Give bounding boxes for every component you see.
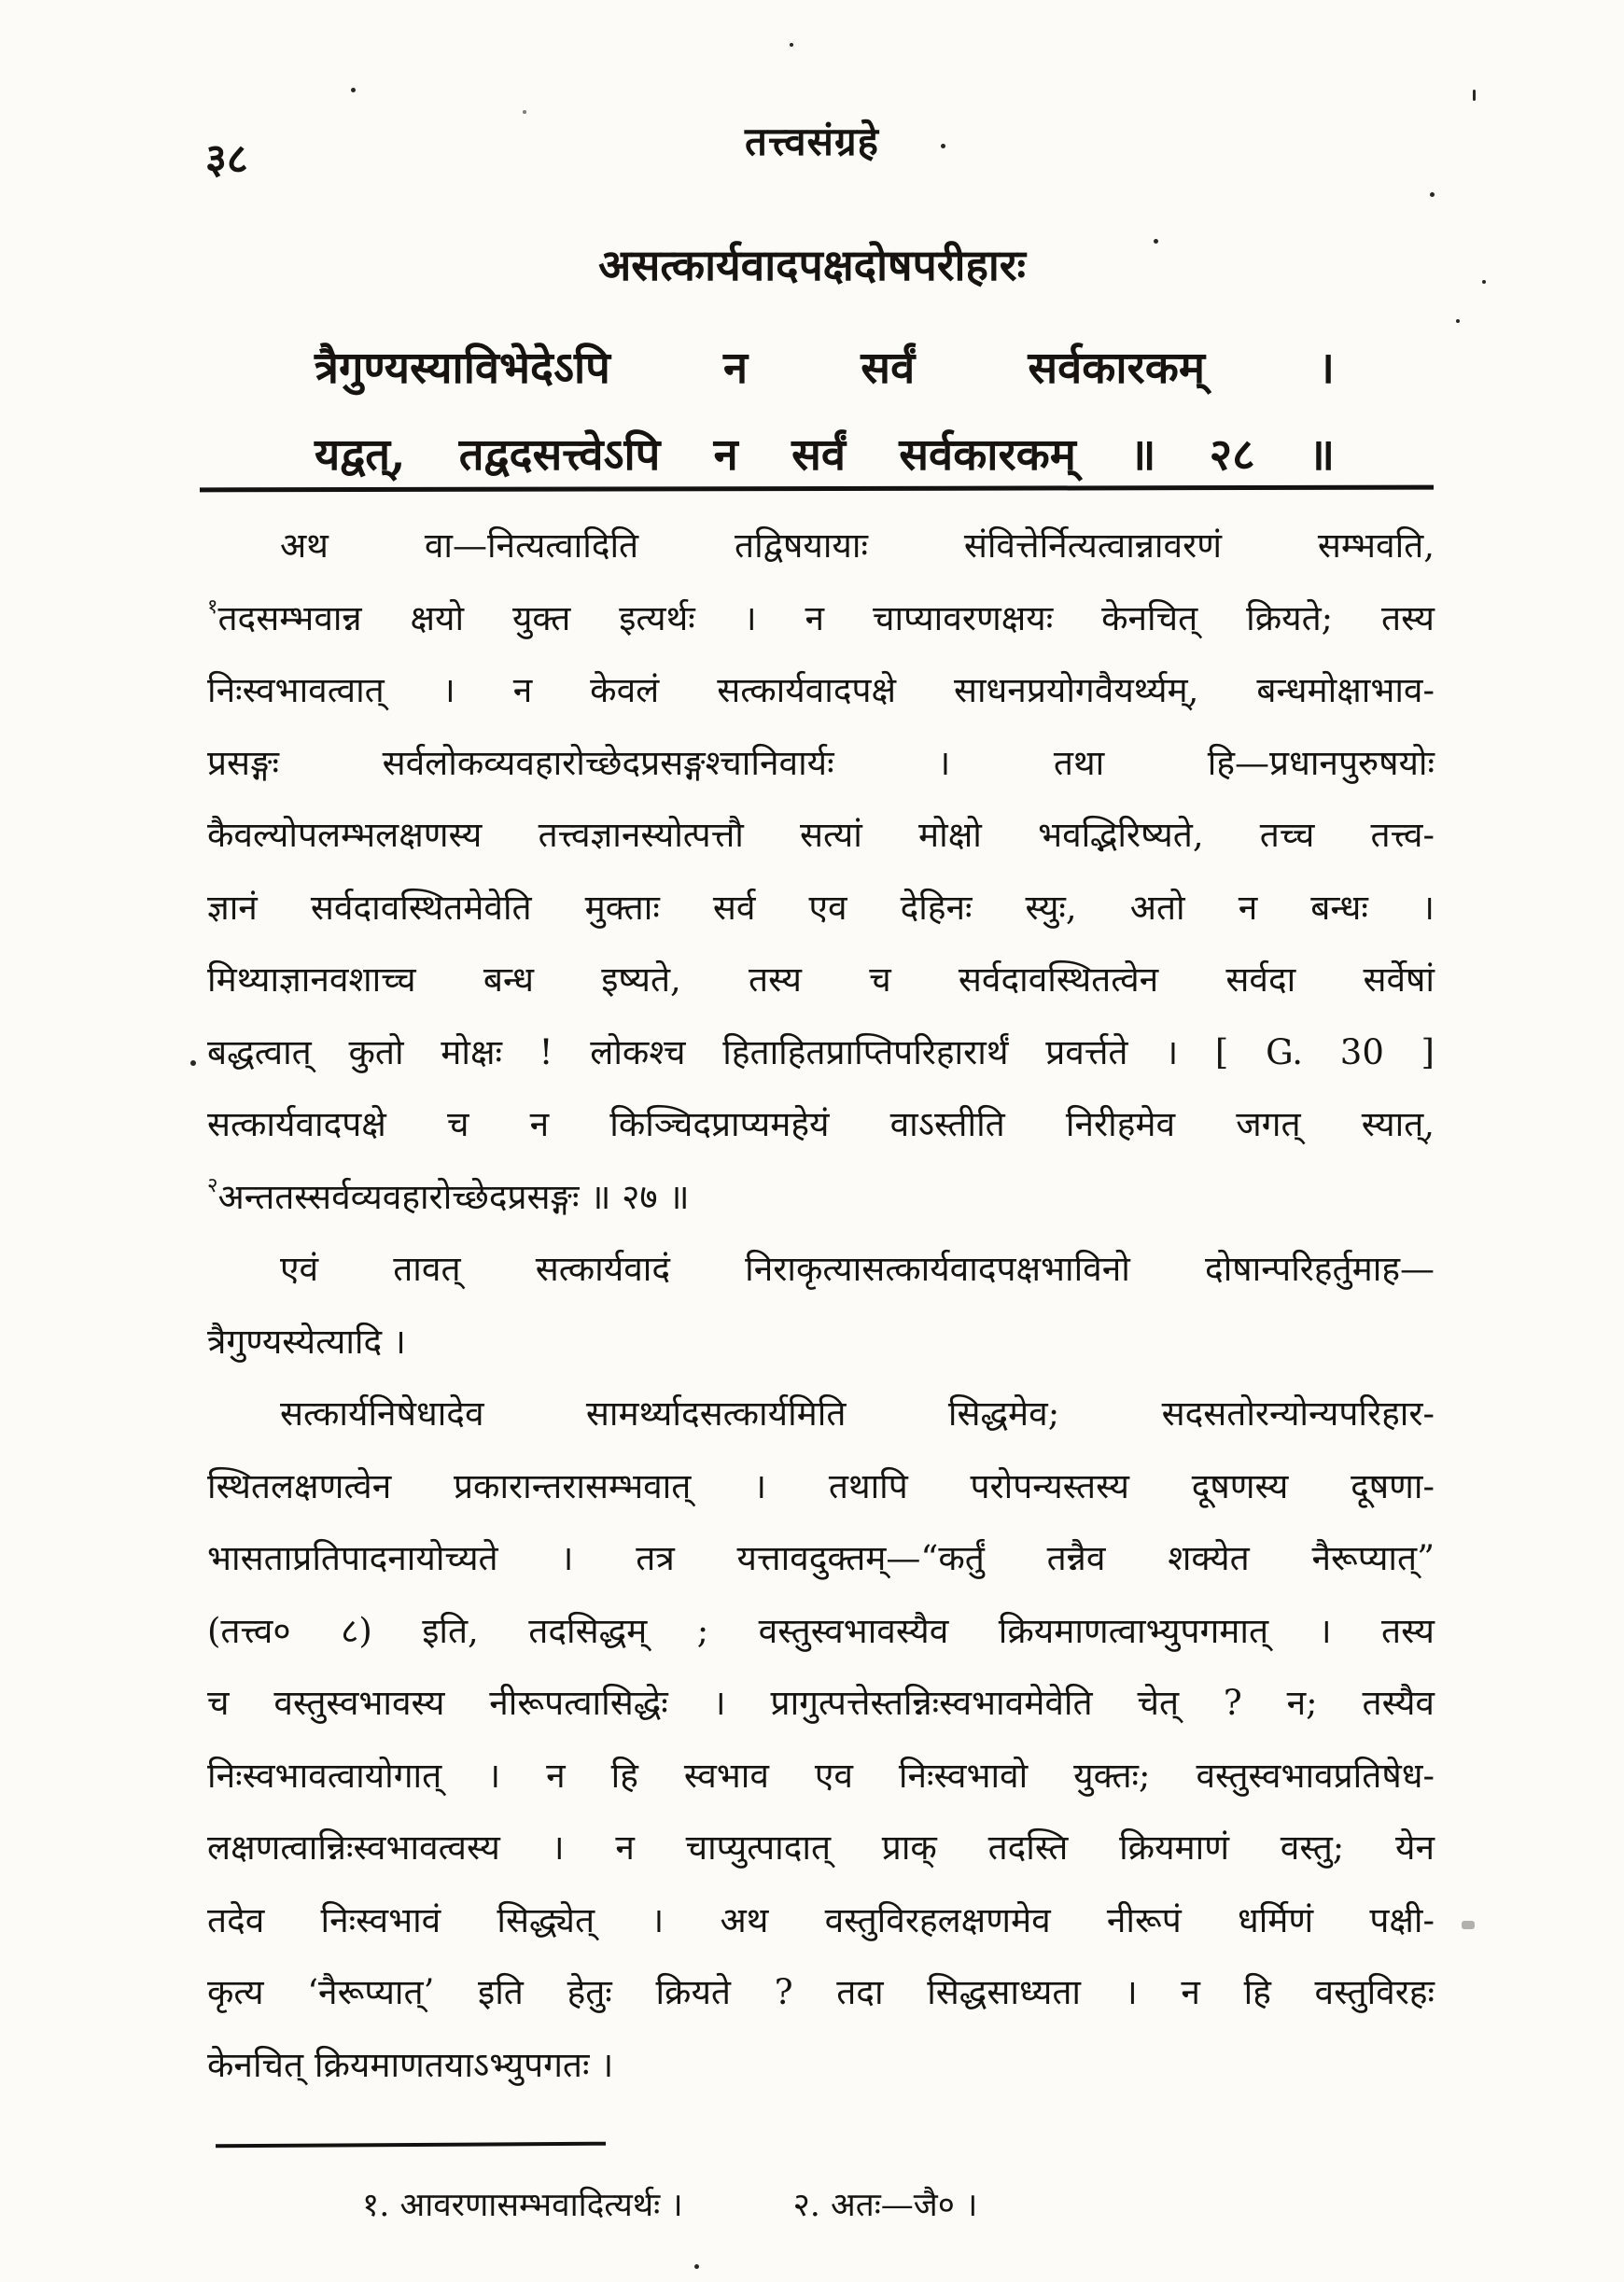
footnote: २. अतः—जै० । bbox=[792, 2187, 978, 2224]
text-line-content: निःस्वभावत्वात् । न केवलं सत्कार्यवादपक्षे साधनप्रयोगवैयर्थ्यम्, बन्धमोक्षाभाव- bbox=[207, 670, 1435, 710]
text-line bbox=[207, 1667, 1435, 1740]
text-line-content: तदेव निःस्वभावं सिद्ध्येत् । अथ वस्तुविरहलक्षणमेव नीरूपं धर्मिणं पक्षी- bbox=[207, 1899, 1435, 1940]
page-number: ३८ bbox=[205, 135, 248, 183]
scan-speck bbox=[790, 43, 793, 47]
text-line bbox=[207, 1161, 1435, 1234]
text-line-content: निःस्वभावत्वायोगात् । न हि स्वभाव एव निःस्वभावो युक्तः; वस्तुस्वभावप्रतिषेध- bbox=[207, 1755, 1435, 1796]
text-line bbox=[207, 1740, 1435, 1813]
scan-speck bbox=[1482, 280, 1486, 284]
text-line bbox=[207, 2029, 1435, 2102]
verse-28-block bbox=[315, 325, 1335, 498]
text-line bbox=[207, 582, 1435, 655]
footnotes bbox=[362, 2182, 977, 2226]
footnote: १. आवरणासम्भवादित्यर्थः । bbox=[362, 2187, 683, 2224]
verse-line: यद्वत्, तद्वदसत्त्वेऽपि न सर्वं सर्वकारकम् ॥ २८ ॥ bbox=[315, 429, 1335, 481]
text-line-content: केनचित् क्रियमाणतयाऽभ्युपगतः । bbox=[207, 2044, 614, 2085]
text-line bbox=[207, 1812, 1435, 1884]
text-line-content: (तत्त्व० ८) इति, तदसिद्धम् ; वस्तुस्वभावस्यैव क्रियमाणत्वाभ्युपगमात् । तस्य bbox=[207, 1610, 1435, 1651]
text-line bbox=[207, 1595, 1435, 1668]
text-line bbox=[207, 1088, 1435, 1161]
text-line bbox=[207, 944, 1435, 1016]
scan-speck bbox=[1473, 90, 1476, 101]
scan-speck bbox=[1430, 192, 1435, 197]
text-line bbox=[207, 1522, 1435, 1595]
footnote-ref: १ bbox=[207, 595, 218, 619]
footnote-ref: २ bbox=[207, 1173, 218, 1197]
text-line-content: बद्धत्वात् कुतो मोक्षः ! लोकश्च हिताहितप्राप्तिपरिहारार्थं प्रवर्त्तते । [ G. 30 ] bbox=[207, 1031, 1435, 1072]
scan-speck bbox=[190, 1060, 196, 1066]
text-line-content: भासताप्रतिपादनायोच्यते । तत्र यत्तावदुक्तम्—“कर्तुं तन्नैव शक्येत नैरूप्यात्” bbox=[207, 1538, 1435, 1578]
text-line bbox=[207, 510, 1435, 582]
text-line-content: एवं तावत् सत्कार्यवादं निराकृत्यासत्कार्यवादपक्षभाविनो दोषान्परिहर्तुमाह— bbox=[280, 1249, 1435, 1289]
text-line-content: कृत्य ‘नैरूप्यात्’ इति हेतुः क्रियते ? तदा सिद्धसाध्यता । न हि वस्तुविरहः bbox=[207, 1972, 1435, 2012]
text-line-content: कैवल्योपलम्भलक्षणस्य तत्त्वज्ञानस्योत्पत्तौ सत्यां मोक्षो भवद्भिरिष्यते, तच्च तत्त्व- bbox=[207, 815, 1435, 855]
scan-speck bbox=[351, 88, 356, 92]
scan-speck bbox=[1154, 239, 1158, 244]
verse-line: त्रैगुण्यस्याविभेदेऽपि न सर्वं सर्वकारकम् । bbox=[315, 343, 1335, 394]
text-line bbox=[207, 1956, 1435, 2029]
text-line-content: लक्षणत्वान्निःस्वभावत्वस्य । न चाप्युत्पादात् प्राक् तदस्ति क्रियमाणं वस्तु; येन bbox=[207, 1827, 1435, 1868]
text-line bbox=[207, 1016, 1435, 1089]
text-line-content: स्थितलक्षणत्वेन प्रकारान्तरासम्भवात् । तथापि परोपन्यस्तस्य दूषणस्य दूषणा- bbox=[207, 1465, 1435, 1506]
text-line bbox=[207, 872, 1435, 945]
text-line bbox=[207, 654, 1435, 727]
running-header: तत्त्वसंग्रहे bbox=[745, 119, 879, 164]
text-line-content: अन्ततस्सर्वव्यवहारोच्छेदप्रसङ्गः ॥ २७ ॥ bbox=[217, 1176, 690, 1217]
section-heading: असत्कार्यवादपक्षदोषपरीहारः bbox=[598, 240, 1026, 290]
footnote-divider-rule bbox=[216, 2142, 606, 2149]
text-line bbox=[207, 799, 1435, 872]
text-line-content: च वस्तुस्वभावस्य नीरूपत्वासिद्धेः । प्रागुत्पत्तेस्तन्निःस्वभावमेवेति चेत् ? न; तस्यैव bbox=[207, 1683, 1435, 1723]
commentary-text bbox=[207, 510, 1435, 2101]
scan-speck bbox=[941, 144, 945, 148]
text-line-content: तदसम्भवान्न क्षयो युक्त इत्यर्थः । न चाप्यावरणक्षयः केनचित् क्रियते; तस्य bbox=[217, 597, 1435, 638]
scan-speck bbox=[523, 110, 526, 114]
text-line-content: प्रसङ्गः सर्वलोकव्यवहारोच्छेदप्रसङ्गश्चानिवार्यः । तथा हि—प्रधानपुरुषयोः bbox=[207, 742, 1435, 783]
text-line bbox=[207, 1450, 1435, 1523]
text-line bbox=[207, 1378, 1435, 1450]
text-line-content: ज्ञानं सर्वदावस्थितमेवेति मुक्ताः सर्व एव देहिनः स्युः, अतो न बन्धः । bbox=[207, 887, 1435, 928]
text-line-content: अथ वा—नित्यत्वादिति तद्विषयायाः संवित्तेर्नित्यत्वान्नावरणं सम्भवति, bbox=[280, 525, 1435, 566]
text-line-content: सत्कार्यनिषेधादेव सामर्थ्यादसत्कार्यमिति सिद्धमेव; सदसतोरन्योन्यपरिहार- bbox=[280, 1393, 1435, 1434]
scan-speck bbox=[694, 2264, 699, 2269]
scan-speck bbox=[1456, 319, 1460, 323]
text-line bbox=[207, 727, 1435, 800]
text-line-content: सत्कार्यवादपक्षे च न किञ्चिदप्राप्यमहेयं वाऽस्तीति निरीहमेव जगत् स्यात्, bbox=[207, 1104, 1435, 1144]
text-line bbox=[207, 1884, 1435, 1957]
text-line bbox=[207, 1306, 1435, 1379]
text-line-content: त्रैगुण्यस्येत्यादि । bbox=[207, 1321, 406, 1362]
scan-speck bbox=[1462, 1921, 1475, 1929]
text-line bbox=[207, 1233, 1435, 1306]
text-line-content: मिथ्याज्ञानवशाच्च बन्ध इष्यते, तस्य च सर्वदावस्थितत्वेन सर्वदा सर्वेषां bbox=[207, 959, 1435, 1000]
